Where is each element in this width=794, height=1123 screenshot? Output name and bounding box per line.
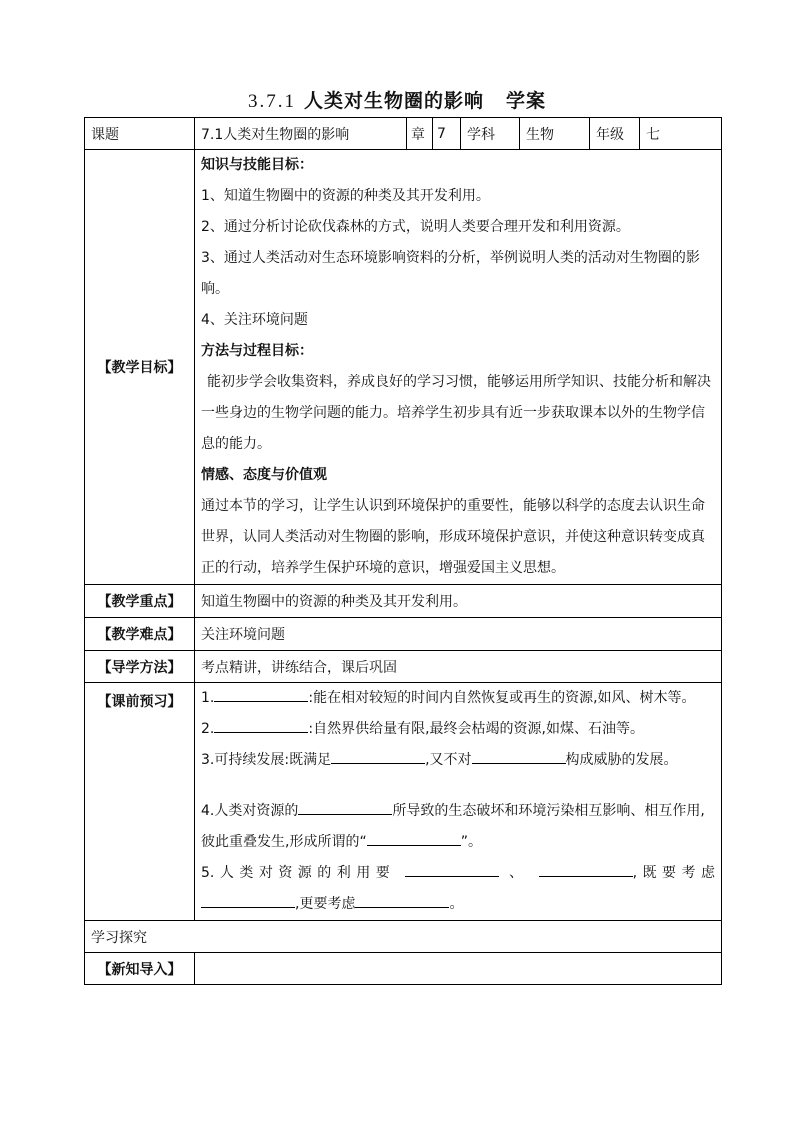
answer-blank[interactable]	[298, 800, 392, 815]
preview-question-5-cont: ,更要考虑 。	[201, 889, 715, 920]
emotion-heading: 情感、态度与价值观	[201, 467, 327, 483]
subject-value: 生物	[520, 118, 590, 150]
intro-text[interactable]	[195, 953, 722, 985]
knowledge-item-4: 4、关注环境问题	[201, 312, 308, 328]
difficulty-row	[85, 618, 722, 651]
title-text: 人类对生物圈的影响	[303, 90, 484, 112]
key-point-label: 【教学重点】	[85, 585, 195, 618]
guidance-method-text: 考点精讲，讲练结合，课后巩固	[195, 651, 722, 683]
method-heading: 方法与过程目标：	[201, 343, 313, 359]
explore-row	[85, 921, 722, 953]
lesson-plan-table	[84, 117, 722, 985]
grade-value: 七	[640, 118, 722, 150]
preview-question-2: 2. :自然界供给量有限,最终会枯竭的资源,如煤、石油等。	[201, 714, 715, 745]
objectives-content	[195, 150, 722, 585]
answer-blank[interactable]	[331, 749, 425, 764]
answer-blank[interactable]	[405, 862, 499, 877]
intro-row	[85, 953, 722, 985]
knowledge-item-2: 2、通过分析讨论砍伐森林的方式，说明人类要合理开发和利用资源。	[201, 219, 630, 235]
answer-blank[interactable]	[367, 831, 461, 846]
guidance-method-label: 【导学方法】	[85, 651, 195, 683]
objectives-row	[85, 150, 722, 585]
method-text: 能初步学会收集资料，养成良好的学习习惯，能够运用所学知识、技能分析和解决一些身边的生物学问题的能力。培养学生初步具有近一步获取课本以外的生物学信息的能力。	[201, 374, 711, 452]
header-row	[85, 118, 722, 150]
preview-content	[195, 683, 722, 921]
emotion-text: 通过本节的学习，让学生认识到环境保护的重要性，能够以科学的态度去认识生命世界，认同人类活动对生物圈的影响，形成环境保护意识，并使这种意识转变成真正的行动，培养学生保护环境的意识，增强爱国主义思想。	[201, 498, 705, 576]
answer-blank[interactable]	[214, 687, 308, 702]
chapter-label: 章	[407, 118, 433, 150]
difficulty-label: 【教学难点】	[85, 618, 195, 651]
preview-question-3: 3.可持续发展:既满足 ,又不对 构成威胁的发展。	[201, 745, 715, 776]
knowledge-item-1: 1、知道生物圈中的资源的种类及其开发利用。	[201, 188, 490, 204]
subject-label: 学科	[461, 118, 520, 150]
answer-blank[interactable]	[355, 893, 449, 908]
preview-row	[85, 683, 722, 921]
page-title	[0, 86, 794, 113]
explore-label: 学习探究	[85, 921, 722, 953]
topic-value: 7.1人类对生物圈的影响	[195, 118, 407, 150]
preview-label: 【课前预习】	[85, 683, 195, 921]
key-point-row	[85, 585, 722, 618]
intro-label: 【新知导入】	[85, 953, 195, 985]
preview-question-5: 5.人类对资源的利用要 、 ,既要考虑	[201, 858, 715, 889]
preview-question-1: 1. :能在相对较短的时间内自然恢复或再生的资源,如风、树木等。	[201, 683, 715, 714]
knowledge-heading: 知识与技能目标：	[201, 157, 313, 173]
difficulty-text: 关注环境问题	[195, 618, 722, 651]
method-row	[85, 651, 722, 683]
title-suffix: 学案	[506, 90, 547, 112]
answer-blank[interactable]	[201, 893, 295, 908]
objectives-label: 【教学目标】	[85, 150, 195, 585]
preview-question-4: 4.人类对资源的 所导致的生态破坏和环境污染相互影响、相互作用,彼此重叠发生,形成所谓的“ ”。	[201, 796, 715, 858]
chapter-value: 7	[433, 118, 461, 150]
answer-blank[interactable]	[214, 718, 308, 733]
answer-blank[interactable]	[539, 862, 633, 877]
title-number: 3.7.1	[247, 91, 296, 112]
topic-label: 课题	[85, 118, 195, 150]
grade-label: 年级	[590, 118, 640, 150]
knowledge-item-3: 3、通过人类活动对生态环境影响资料的分析，举例说明人类的活动对生物圈的影响。	[201, 250, 700, 297]
key-point-text: 知道生物圈中的资源的种类及其开发利用。	[195, 585, 722, 618]
answer-blank[interactable]	[472, 749, 566, 764]
